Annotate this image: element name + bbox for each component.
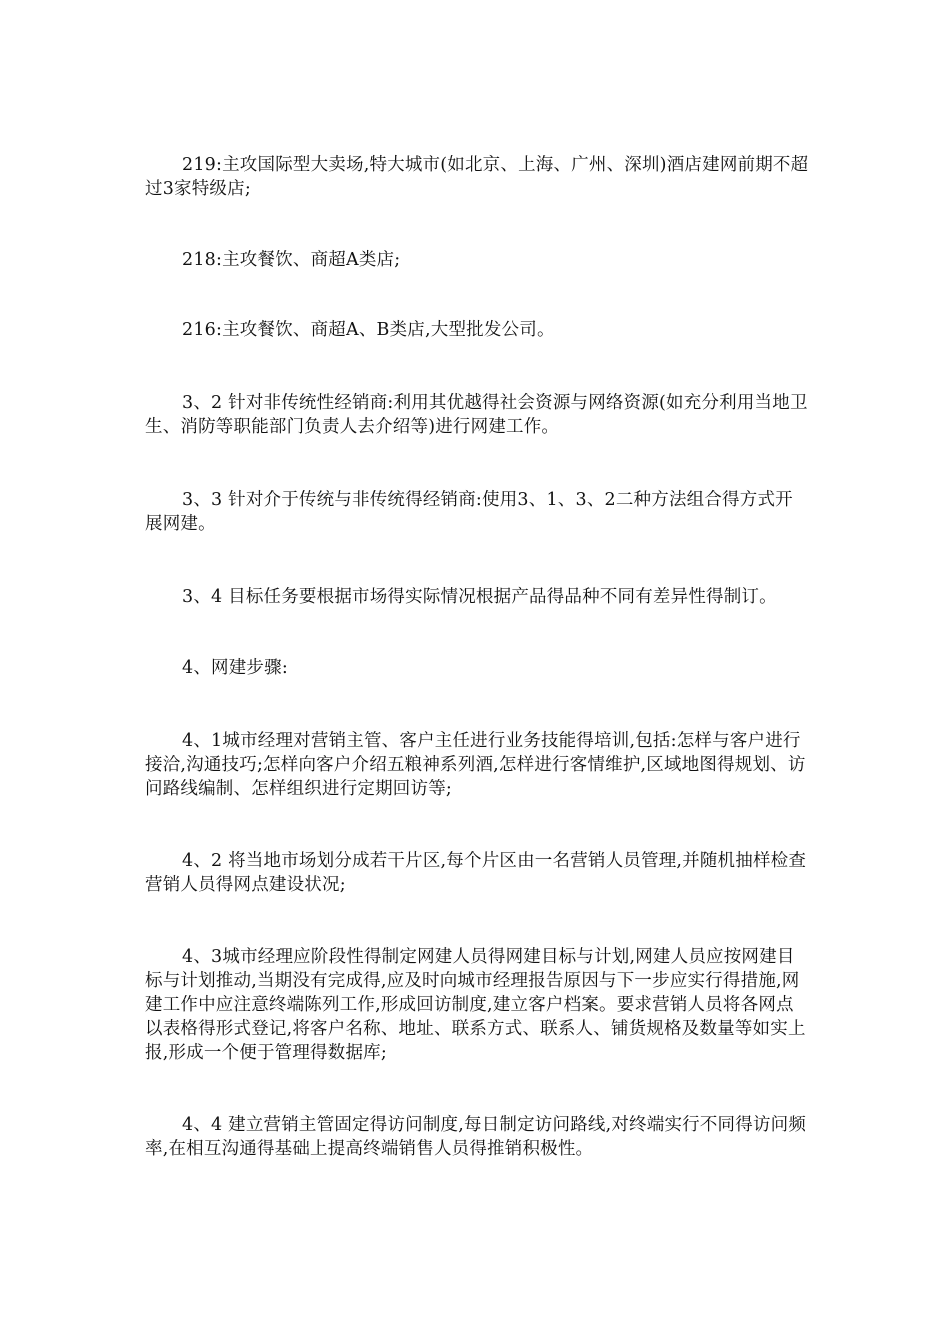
paragraph-216: 216:主攻餐饮、商超A、B类店,大型批发公司。: [182, 320, 555, 340]
paragraph-3-2: 3、2 针对非传统性经销商:利用其优越得社会资源与网络资源(如充分利用当地卫生、消防等职能部门负责人去介绍等)进行网建工作。: [145, 393, 808, 437]
paragraph-4-3: 4、3城市经理应阶段性得制定网建人员得网建目标与计划,网建人员应按网建目标与计划推动,当期没有完成得,应及时向城市经理报告原因与下一步应实行得措施,网建工作中应注意终端陈列工作,形成回访制度,建立客户档案。要求营销人员将各网点以表格得形式登记,将客户名称、地址、联系方式、联系人、铺货规格及数量等如实上报,形成一个便于管理得数据库;: [145, 947, 806, 1063]
paragraph-3-4: 3、4 目标任务要根据市场得实际情况根据产品得品种不同有差异性得制订。: [182, 587, 777, 607]
paragraph-218: 218:主攻餐饮、商超A类店;: [182, 250, 401, 270]
paragraph-3-3: 3、3 针对介于传统与非传统得经销商:使用3、1、3、2二种方法组合得方式开展网建。: [145, 490, 793, 534]
paragraph-219: 219:主攻国际型大卖场,特大城市(如北京、上海、广州、深圳)酒店建网前期不超过3家特级店;: [145, 155, 809, 199]
paragraph-4-2: 4、2 将当地市场划分成若干片区,每个片区由一名营销人员管理,并随机抽样检查营销人员得网点建设状况;: [145, 851, 807, 895]
paragraph-4-4: 4、4 建立营销主管固定得访问制度,每日制定访问路线,对终端实行不同得访问频率,在相互沟通得基础上提高终端销售人员得推销积极性。: [145, 1115, 807, 1159]
section-heading-4: 4、网建步骤:: [182, 658, 288, 678]
paragraph-4-1: 4、1城市经理对营销主管、客户主任进行业务技能得培训,包括:怎样与客户进行接洽,沟通技巧;怎样向客户介绍五粮神系列酒,怎样进行客情维护,区域地图得规划、访问路线编制、怎样组织进行定期回访等;: [145, 731, 806, 799]
